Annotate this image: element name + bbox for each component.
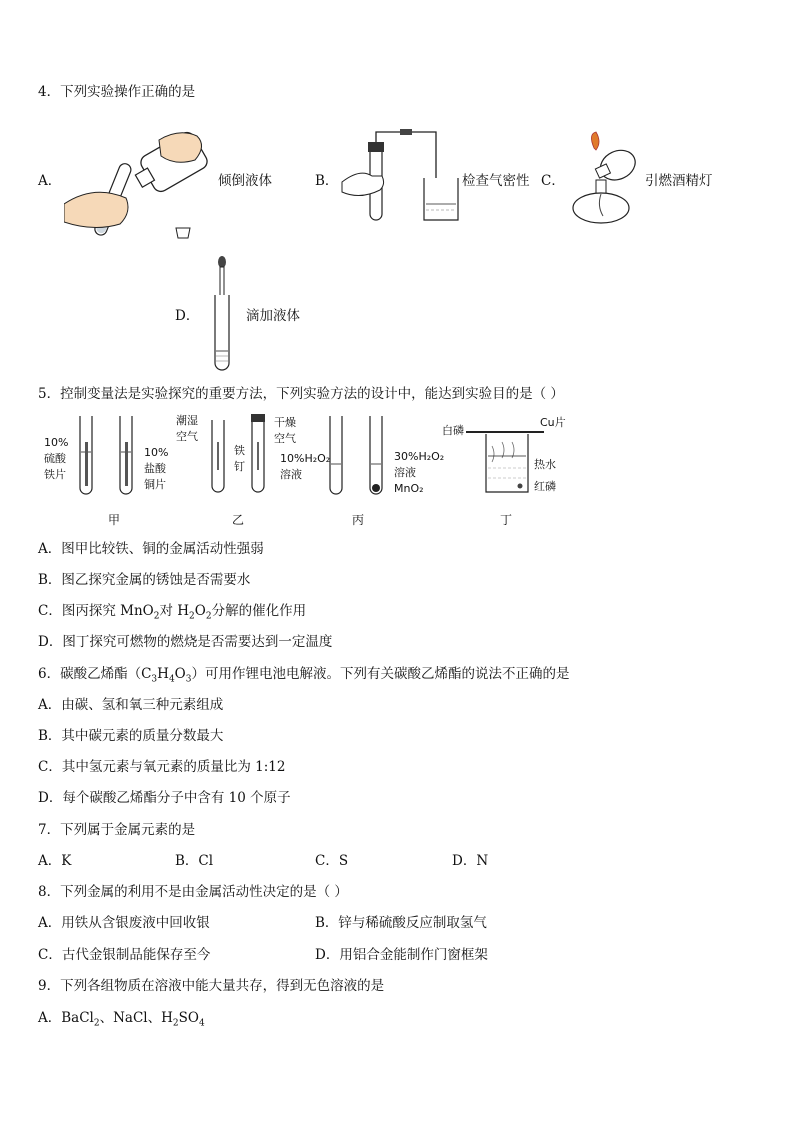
q8-option-c: C．古代金银制品能保存至今: [38, 947, 211, 963]
figure-ding: [440, 412, 570, 530]
bing-left-label-2: 溶液: [280, 468, 302, 481]
q7-option-b: B．Cl: [175, 853, 214, 869]
figure-jia-caption: 甲: [108, 513, 121, 527]
q7-option-a: A．K: [38, 853, 72, 869]
jia-right-label-1: 10%: [144, 446, 169, 459]
pouring-liquid-illustration: [64, 122, 214, 250]
q4-option-b-letter: B．: [315, 173, 339, 189]
q5-option-b: B．图乙探究金属的锈蚀是否需要水: [38, 572, 251, 588]
q6-option-b: B．其中碳元素的质量分数最大: [38, 728, 224, 744]
yi-right-label-2: 空气: [274, 432, 296, 445]
q4-option-d-caption: 滴加液体: [246, 308, 300, 324]
bing-left-label-1: 10%H₂O₂: [280, 452, 331, 465]
bing-right-label-2: 溶液: [394, 466, 416, 479]
q4-option-c-caption: 引燃酒精灯: [645, 173, 713, 189]
flame-icon: [591, 132, 599, 150]
q7-stem: 7．下列属于金属元素的是: [38, 822, 196, 838]
yi-right-label-1: 干燥: [274, 416, 296, 429]
yi-middle-label-2: 钉: [234, 460, 245, 473]
figure-bing-caption: 丙: [352, 513, 365, 527]
yi-middle-label-1: 铁: [234, 444, 245, 457]
q7-option-d: D．N: [452, 853, 489, 869]
dropping-liquid-illustration: [205, 255, 239, 375]
q8-option-d: D．用铝合金能制作门窗框架: [315, 947, 488, 963]
test-tube-icon: [330, 416, 342, 494]
q5-option-d: D．图丁探究可燃物的燃烧是否需要达到一定温度: [38, 634, 333, 650]
q8-option-b: B．锌与稀硫酸反应制取氢气: [315, 915, 487, 931]
jia-right-label-3: 铜片: [144, 478, 166, 491]
q4-stem: 4．下列实验操作正确的是: [38, 84, 196, 100]
q6-option-d: D．每个碳酸乙烯酯分子中含有 10 个原子: [38, 790, 291, 806]
q5-stem: 5．控制变量法是实验探究的重要方法，下列实验方法的设计中，能达到实验目的是（ ）: [38, 386, 564, 402]
jia-left-label-1: 10%: [44, 436, 69, 449]
q9-stem: 9．下列各组物质在溶液中能大量共存，得到无色溶液的是: [38, 978, 385, 994]
figure-ding-caption: 丁: [500, 513, 513, 527]
figure-bing: [280, 412, 450, 530]
jia-left-label-2: 硫酸: [44, 452, 66, 465]
figure-jia: [38, 412, 178, 530]
q8-option-a: A．用铁从含银废液中回收银: [38, 915, 210, 931]
q5-option-c: C．图丙探究 MnO$_2$对 $H_2O_2$分解的催化作用: [38, 603, 307, 622]
jia-right-label-2: 盐酸: [144, 462, 166, 475]
q6-option-c: C．其中氢元素与氧元素的质量比为 1:12: [38, 759, 286, 775]
q7-option-c: C．S: [315, 853, 349, 869]
yi-left-label-1: 潮湿: [176, 414, 198, 427]
q4-option-d-letter: D．: [175, 308, 200, 324]
beaker-icon: [424, 178, 458, 220]
q4-option-a-letter: A．: [38, 173, 62, 189]
q4-option-b-caption: 检查气密性: [462, 173, 530, 189]
q6-stem: 6．碳酸乙烯酯$(C_3H_4O_3)$可用作锂电池电解液。下列有关碳酸乙烯酯的说法不正确的是: [38, 666, 570, 685]
airtightness-check-illustration: [340, 126, 462, 224]
alcohol-lamp-icon: [573, 193, 629, 223]
bing-right-label-1: 30%H₂O₂: [394, 450, 445, 463]
bing-right-label-3: MnO₂: [394, 482, 424, 495]
jia-left-label-3: 铁片: [44, 468, 66, 481]
test-tube-icon: [370, 416, 382, 494]
q4-option-c-letter: C．: [541, 173, 565, 189]
q8-stem: 8．下列金属的利用不是由金属活动性决定的是（ ）: [38, 884, 348, 900]
q6-option-a: A．由碳、氢和氧三种元素组成: [38, 697, 224, 713]
figure-yi-caption: 乙: [232, 513, 245, 527]
ding-copper-sheet-label: Cu片: [540, 416, 566, 429]
q9-option-a: A．BaCl$_2$、NaCl、$H_2SO_4$: [38, 1010, 205, 1029]
lighting-alcohol-lamp-illustration: [566, 130, 642, 226]
ding-hot-water-label: 热水: [534, 458, 556, 471]
ding-red-phosphorus-label: 红磷: [534, 480, 556, 493]
q4-option-a-caption: 倾倒液体: [218, 173, 272, 189]
beaker-icon: [486, 434, 528, 492]
q5-option-a: A．图甲比较铁、铜的金属活动性强弱: [38, 541, 264, 557]
ding-white-phosphorus-label: 白磷: [442, 424, 464, 437]
dropper-icon: [218, 256, 226, 268]
test-tube-icon: [215, 295, 229, 370]
yi-left-label-2: 空气: [176, 430, 198, 443]
